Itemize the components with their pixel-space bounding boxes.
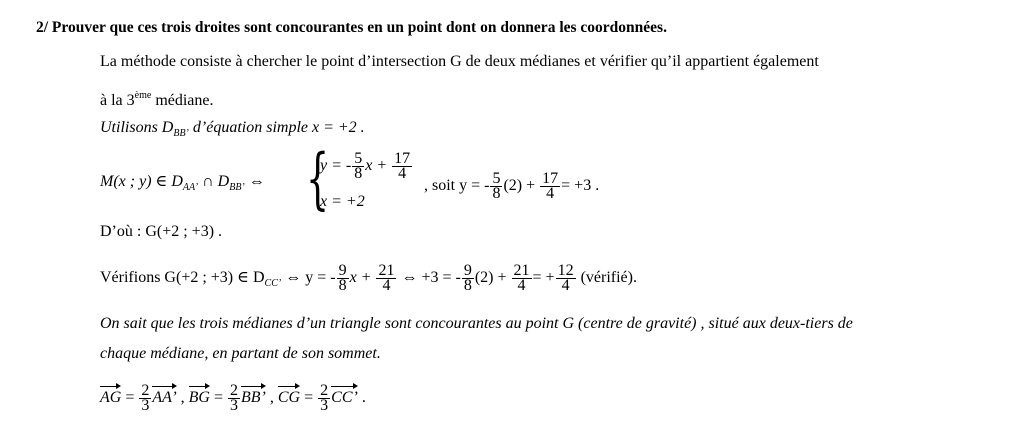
- period: .: [357, 389, 366, 407]
- fraction: $\frac{17}{4}$: [542, 170, 559, 202]
- intro-text: à la 3: [100, 92, 135, 109]
- separator: ,: [265, 389, 278, 407]
- vector-cg: CG: [278, 386, 300, 408]
- intro-line-2: [100, 86, 214, 111]
- vector-bb: BB’: [241, 386, 266, 408]
- system-row-1: [320, 152, 413, 181]
- equivalence-symbol: ⇔: [244, 173, 265, 190]
- vector-ag: AG: [100, 386, 121, 408]
- verification-line: [100, 264, 637, 294]
- intro-text-end: médiane.: [151, 92, 214, 109]
- equals: =: [209, 389, 227, 407]
- vector-bg: BG: [189, 386, 210, 408]
- verif-text: (2) +: [474, 269, 511, 287]
- soit-text: = +3 .: [561, 177, 600, 195]
- dou-line: D’où : G(+2 ; +3) .: [100, 223, 223, 240]
- fraction: $\frac{2}{3}$: [141, 382, 150, 414]
- separator: ,: [176, 389, 189, 407]
- system-row-2: x = +2: [320, 193, 365, 210]
- verif-text: Vérifions G(+2 ; +3) ∈ D: [100, 269, 265, 287]
- fraction: $\frac{2}{3}$: [320, 382, 329, 414]
- soit-result: [424, 172, 599, 201]
- utilisons-text: Utilisons D: [100, 119, 174, 136]
- intro-line-1: La méthode consiste à chercher le point d’intersection G de deux médianes et vérifier qu’il appartient également: [100, 53, 819, 70]
- soit-text: , soit y = -: [424, 177, 490, 195]
- verif-text: x +: [349, 269, 376, 287]
- soit-text: (2) +: [503, 177, 540, 195]
- verif-text: ⇔ +3 = -: [397, 269, 461, 287]
- fraction: $\frac{12}{4}$: [557, 262, 574, 294]
- intersection-symbol: ∩ D: [198, 173, 230, 190]
- subscript: BB’: [173, 128, 189, 139]
- verif-text: = +: [532, 269, 555, 287]
- fraction: $\frac{9}{8}$: [338, 262, 347, 294]
- verif-text: (vérifié).: [576, 269, 637, 287]
- membership-text: M(x ; y) ∈ D: [100, 173, 183, 190]
- subscript: BB’: [229, 182, 245, 193]
- equals: =: [300, 389, 318, 407]
- vector-cc: CC’: [331, 386, 358, 408]
- vector-aa: AA’: [152, 386, 176, 408]
- utilisons-equation: d’équation simple x = +2 .: [188, 119, 365, 136]
- fraction: $\frac{17}{4}$: [394, 150, 411, 182]
- conclusion-line-2: chaque médiane, en partant de son sommet.: [100, 345, 381, 362]
- equals: =: [121, 389, 139, 407]
- brace-symbol: {: [306, 140, 330, 217]
- fraction: $\frac{2}{3}$: [230, 382, 238, 414]
- intersection-lhs: [100, 172, 265, 198]
- conclusion-line-1: On sait que les trois médianes d’un triangle sont concourantes au point G (centre de gravité) , situé aux deux-tiers de: [100, 315, 853, 332]
- verif-text: ⇔ y = -: [281, 269, 336, 287]
- fraction: $\frac{9}{8}$: [463, 262, 472, 294]
- fraction: $\frac{21}{4}$: [378, 262, 395, 294]
- fraction: $\frac{5}{8}$: [354, 150, 363, 182]
- question-title: 2/ Prouver que ces trois droites sont concourantes en un point dont on donnera les coordonnées.: [36, 19, 667, 36]
- subscript: CC’: [264, 278, 282, 290]
- vector-relations: [100, 384, 366, 413]
- row-text: x +: [365, 157, 392, 175]
- fraction: $\frac{5}{8}$: [492, 170, 501, 202]
- fraction: $\frac{21}{4}$: [513, 262, 530, 294]
- subscript: AA’: [182, 182, 199, 193]
- superscript: ème: [134, 90, 152, 101]
- row-text: y = -: [320, 157, 352, 175]
